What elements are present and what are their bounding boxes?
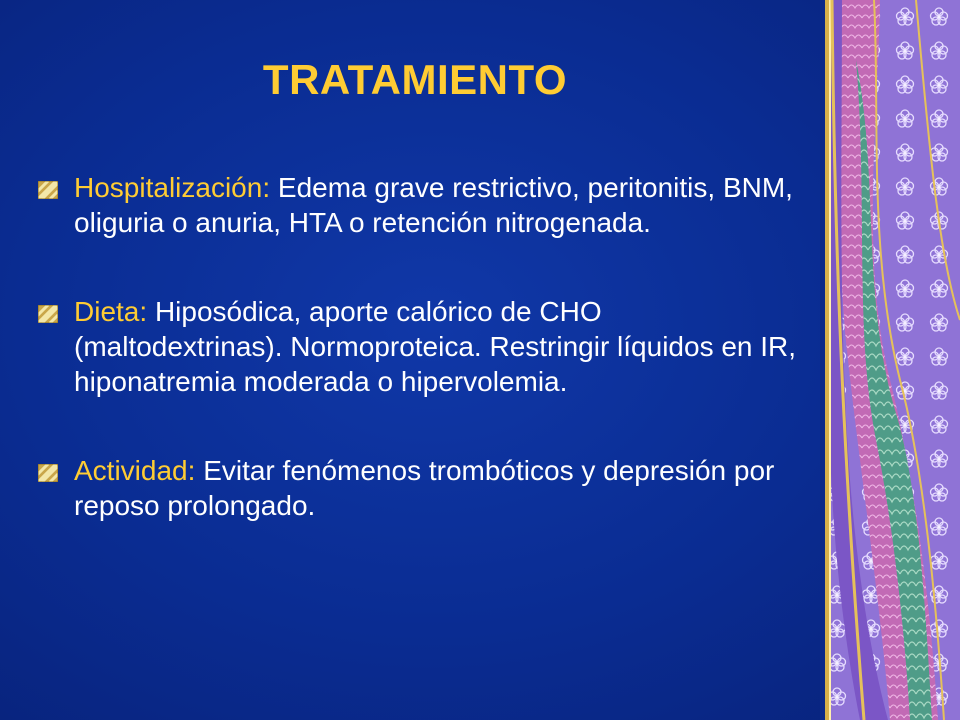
floral-side-decoration [820, 0, 960, 720]
bullet-term: Dieta: [74, 296, 148, 327]
bullet-term: Actividad: [74, 455, 196, 486]
slide-title: TRATAMIENTO [262, 56, 568, 103]
striped-square-bullet-icon [38, 181, 58, 199]
bullet-text: Evitar fenómenos trombóticos y depresión por reposo prolongado. [74, 455, 775, 521]
striped-square-bullet-icon [38, 464, 58, 482]
bullet-item-hospitalizacion [38, 170, 808, 240]
bullet-item-dieta [38, 294, 808, 399]
bullet-term: Hospitalización: [74, 172, 271, 203]
bullet-item-actividad [38, 453, 808, 523]
bullet-text: Hiposódica, aporte calórico de CHO (maltodextrinas). Normoproteica. Restringir líquidos en IR, hiponatremia moderada o hipervolemia. [74, 296, 797, 397]
bullet-text: Edema grave restrictivo, peritonitis, BNM, oliguria o anuria, HTA o retención nitrogenada. [74, 172, 793, 238]
bullet-list [38, 170, 808, 577]
striped-square-bullet-icon [38, 305, 58, 323]
